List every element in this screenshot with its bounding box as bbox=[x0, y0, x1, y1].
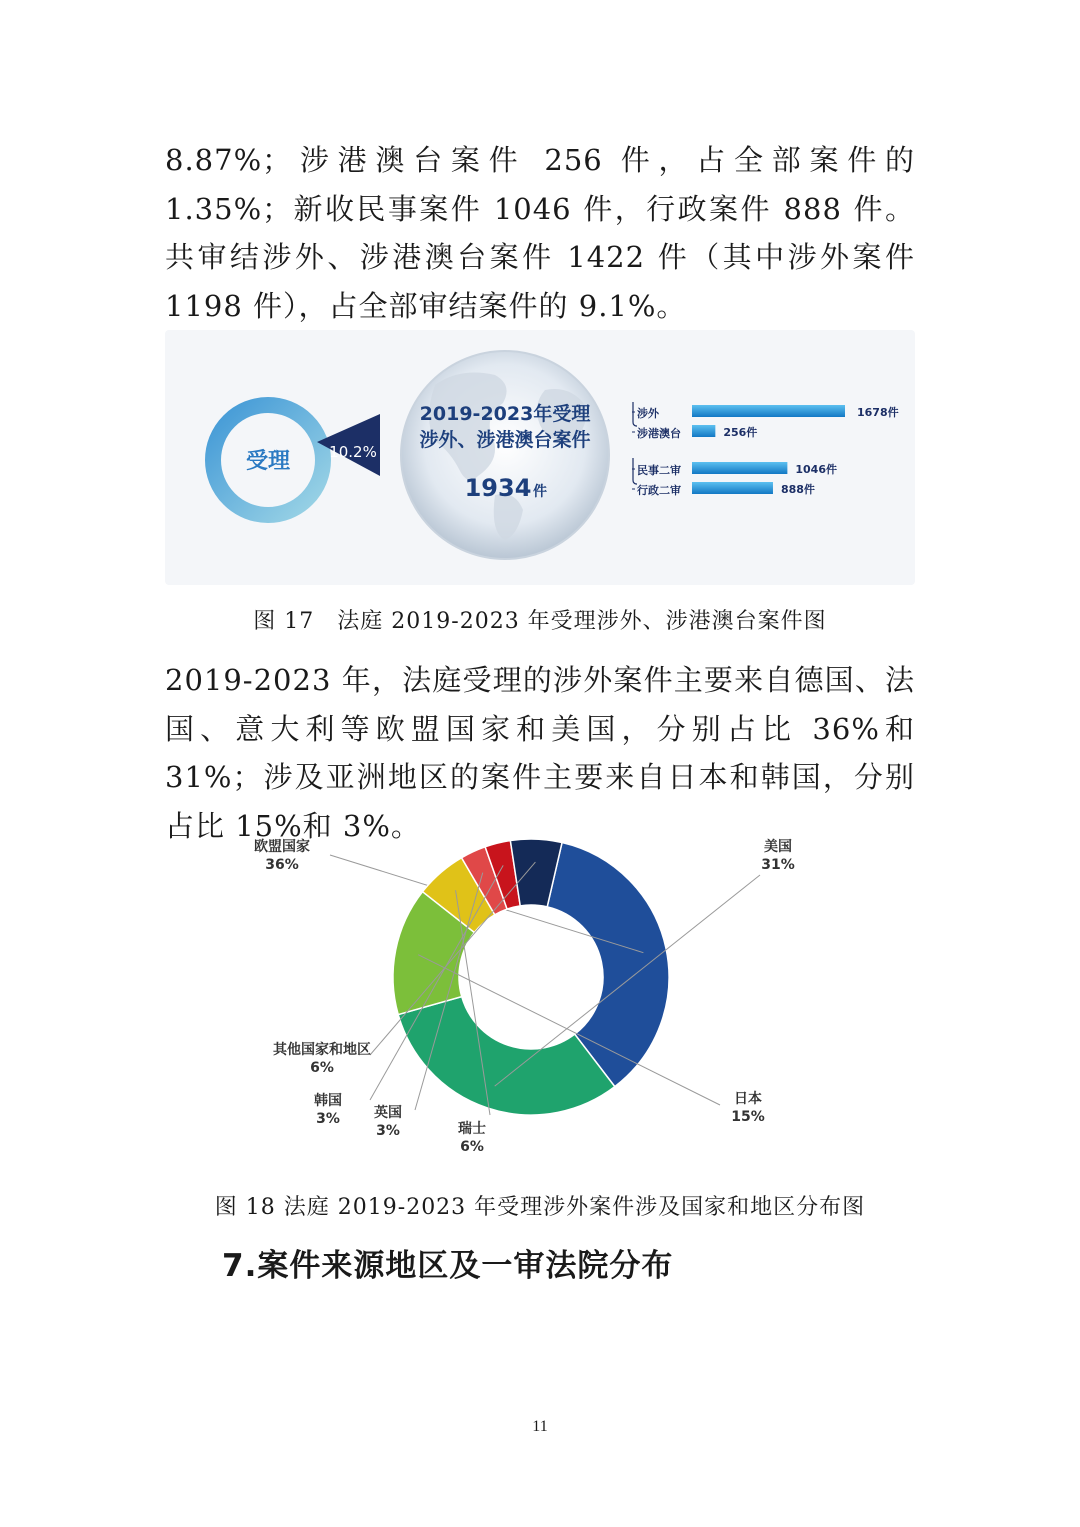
infographic-svg bbox=[165, 330, 915, 585]
bar-value-label-3: 888件 bbox=[780, 483, 815, 496]
slice-name-label-1: 美国 bbox=[764, 839, 792, 855]
slice-value-label-0: 36% bbox=[265, 857, 299, 873]
bar-value-label-0: 1678件 bbox=[857, 406, 899, 419]
paragraph-1: 8.87%；涉港澳台案件 256 件，占全部案件的 1.35%；新收民事案件 1046 件，行政案件 888 件。共审结涉外、涉港澳台案件 1422 件（其中涉外案件 1198 件），占全部审结案件的 9.1%。 bbox=[165, 143, 915, 323]
ring-label: 受理 bbox=[245, 449, 291, 474]
bar-item-1 bbox=[632, 425, 757, 440]
bar-1 bbox=[692, 425, 715, 437]
globe-title-line1: 2019-2023年受理 bbox=[419, 403, 591, 425]
bar-name-3: 行政二审 bbox=[637, 484, 681, 497]
bar-value-label-2: 1046件 bbox=[795, 463, 837, 476]
donut-chart bbox=[160, 815, 920, 1165]
slice-value-label-1: 31% bbox=[761, 857, 795, 873]
figure-18-caption: 图 18 法庭 2019-2023 年受理涉外案件涉及国家和地区分布图 bbox=[214, 1195, 866, 1220]
slice-value-label-6: 6% bbox=[310, 1060, 334, 1076]
page-number: 11 bbox=[532, 1418, 548, 1435]
slice-value-label-2: 15% bbox=[731, 1109, 765, 1125]
donut-chart-svg bbox=[160, 815, 920, 1165]
slice-name-label-6: 其他国家和地区 bbox=[273, 1042, 371, 1058]
slice-name-label-4: 英国 bbox=[374, 1105, 402, 1121]
bar-name-2: 民事二审 bbox=[637, 464, 681, 477]
slice-value-label-3: 6% bbox=[460, 1139, 484, 1155]
slice-name-label-0: 欧盟国家 bbox=[254, 839, 310, 855]
bar-value-label-1: 256件 bbox=[723, 426, 758, 439]
infographic-panel bbox=[165, 330, 915, 585]
bar-0 bbox=[692, 405, 845, 417]
figure-17-caption: 图 17 法庭 2019-2023 年受理涉外、涉港澳台案件图 bbox=[253, 609, 827, 634]
bar-item-2 bbox=[632, 462, 837, 477]
slice-name-label-3: 瑞士 bbox=[458, 1121, 486, 1137]
bar-name-1: 涉港澳台 bbox=[637, 427, 681, 440]
bar-name-0: 涉外 bbox=[637, 407, 659, 420]
slice-value-label-4: 3% bbox=[376, 1123, 400, 1139]
share-label: 10.2% bbox=[329, 443, 377, 461]
globe-total-unit: 件 bbox=[533, 484, 547, 500]
globe-title-line2: 涉外、涉港澳台案件 bbox=[419, 429, 591, 451]
globe-total-value: 1934 bbox=[464, 474, 532, 502]
bar-item-0 bbox=[632, 405, 899, 420]
bar-3 bbox=[692, 482, 773, 494]
bar-group bbox=[632, 402, 899, 497]
section-heading: 7.案件来源地区及一审法院分布 bbox=[222, 1248, 674, 1284]
slice-name-label-2: 日本 bbox=[734, 1091, 762, 1107]
paragraph-2: 2019-2023 年，法庭受理的涉外案件主要来自德国、法国、意大利等欧盟国家和美国，分别占比 36%和 31%；涉及亚洲地区的案件主要来自日本和韩国，分别占比 15%和 3%。 bbox=[165, 663, 915, 843]
bar-item-3 bbox=[632, 482, 815, 497]
slice-value-label-5: 3% bbox=[316, 1111, 340, 1127]
bar-2 bbox=[692, 462, 787, 474]
slice-name-label-5: 韩国 bbox=[314, 1093, 342, 1109]
